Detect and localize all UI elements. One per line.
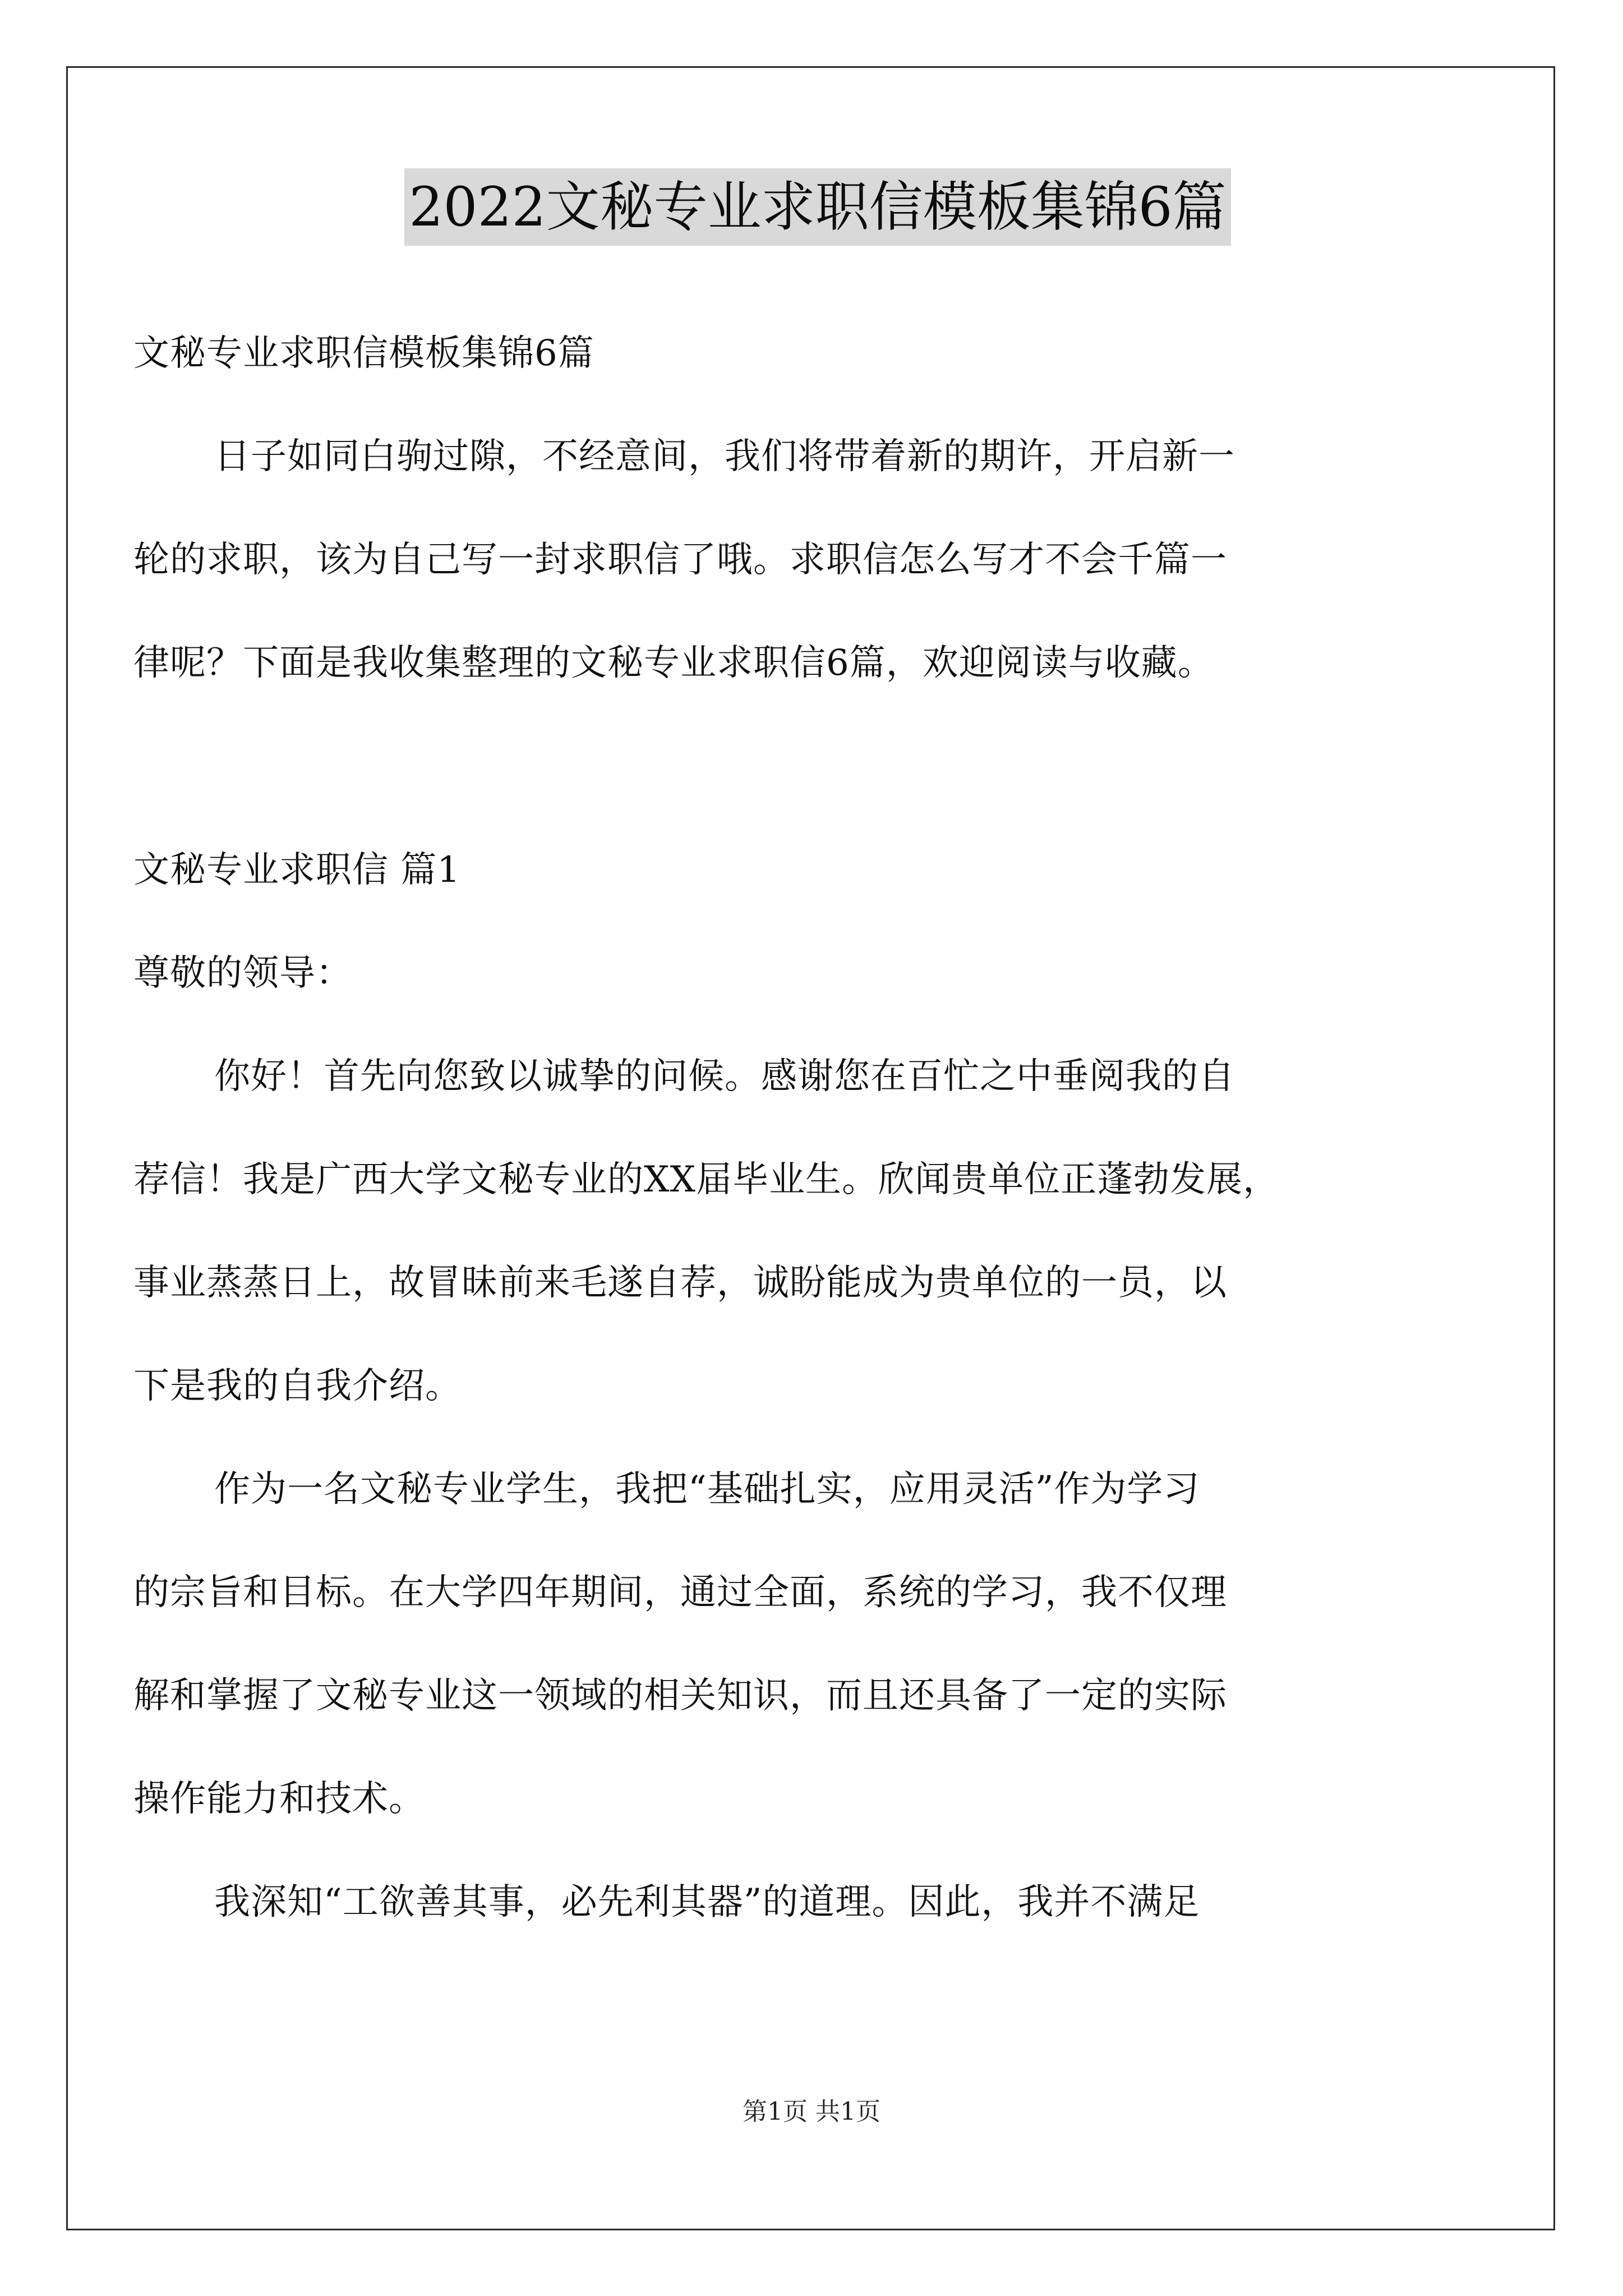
section-heading: 文秘专业求职信 篇1	[133, 849, 461, 891]
paragraph-3	[133, 1851, 1435, 1954]
intro-line-1: 日子如同白驹过隙，不经意间，我们将带着新的期许，开启新一	[214, 436, 1235, 477]
paragraph-line: 的宗旨和目标。在大学四年期间，通过全面，系统的学习，我不仅理	[133, 1572, 1227, 1613]
paragraph-line: 下是我的自我介绍。	[133, 1365, 462, 1407]
document-subtitle: 文秘专业求职信模板集锦6篇	[133, 333, 594, 374]
paragraph-line: 荐信！我是广西大学文秘专业的XX届毕业生。欣闻贵单位正蓬勃发展，	[133, 1159, 1280, 1200]
paragraph-line: 我深知“工欲善其事，必先利其器”的道理。因此，我并不满足	[214, 1881, 1200, 1923]
paragraph-line: 事业蒸蒸日上，故冒昧前来毛遂自荐，诚盼能成为贵单位的一员，以	[133, 1262, 1227, 1304]
paragraph-2	[133, 1438, 1435, 1851]
document-title: 2022文秘专业求职信模板集锦6篇	[404, 168, 1230, 246]
page-footer: 第1页 共1页	[743, 2097, 880, 2126]
paragraph-line: 作为一名文秘专业学生，我把“基础扎实，应用灵活”作为学习	[214, 1469, 1200, 1510]
paragraph-line: 你好！首先向您致以诚挚的问候。感谢您在百忙之中垂阅我的自	[214, 1056, 1235, 1097]
title-block	[201, 168, 1435, 246]
salutation: 尊敬的领导：	[133, 953, 352, 994]
paragraph-1	[133, 1025, 1435, 1438]
paragraph-line: 操作能力和技术。	[133, 1778, 425, 1820]
paragraph-line: 解和掌握了文秘专业这一领域的相关知识，而且还具备了一定的实际	[133, 1675, 1227, 1717]
intro-line-3: 律呢？下面是我收集整理的文秘专业求职信6篇，欢迎阅读与收藏。	[133, 642, 1214, 684]
document-body	[133, 168, 1435, 1954]
intro-line-2: 轮的求职，该为自己写一封求职信了哦。求职信怎么写才不会千篇一	[133, 539, 1227, 581]
